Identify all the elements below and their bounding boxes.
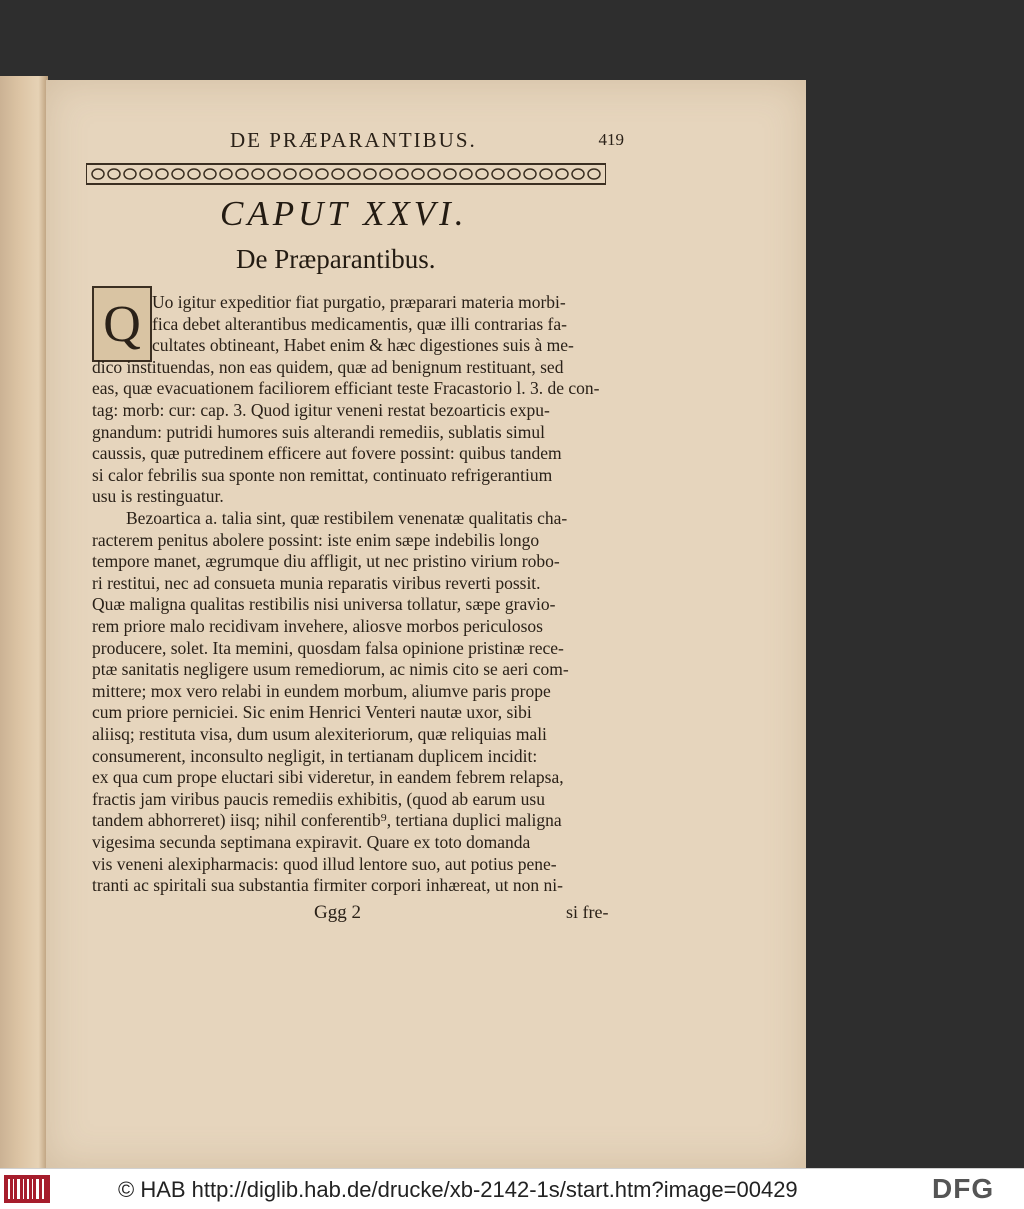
text-line: caussis, quæ putredinem efficere aut fovere possint: quibus tandem <box>92 443 562 464</box>
text-line: mittere; mox vero relabi in eundem morbum, aliumve paris prope <box>92 680 551 701</box>
book-page <box>46 80 806 1168</box>
running-head: DE PRÆPARANTIBUS. <box>230 128 477 152</box>
left-page-edge <box>0 76 48 1168</box>
text-line: eas, quæ evacuationem faciliorem efficiant teste Fracastorio l. 3. de con- <box>92 378 600 399</box>
copyright-link[interactable]: © HAB http://diglib.hab.de/drucke/xb-2142-1s/start.htm?image=00429 <box>118 1177 798 1202</box>
text-line: dico instituendas, non eas quidem, quæ ad benignum restituant, sed <box>92 356 564 377</box>
text-line: Uo igitur expeditior fiat purgatio, præparari materia morbi- <box>152 292 566 312</box>
text-line: racterem penitus abolere possint: iste enim sæpe indebilis longo <box>92 529 540 550</box>
catchword: si fre- <box>566 902 609 922</box>
text-line: si calor febrilis sua sponte non remittat, continuato refrigerantium <box>92 464 553 485</box>
page-content <box>46 80 806 1168</box>
text-line: usu is restinguatur. <box>92 486 224 507</box>
text-line: vigesima secunda septimana expiravit. Quare ex toto domanda <box>92 832 531 852</box>
text-line: tempore manet, ægrumque diu affligit, ut nec pristino virium robo- <box>92 551 560 572</box>
text-line: producere, solet. Ita memini, quosdam falsa opinione pristinæ rece- <box>92 637 564 658</box>
text-line: rem priore malo recidivam invehere, aliosve morbos periculosos <box>92 616 543 636</box>
text-line: Quæ maligna qualitas restibilis nisi universa tollatur, sæpe gravio- <box>92 594 556 615</box>
section-title: De Præparantibus. <box>236 244 436 274</box>
dfg-logo: DFG <box>932 1173 995 1204</box>
chapter-title: CAPUT XXVI. <box>220 194 468 233</box>
drop-cap-initial: Q <box>92 286 152 362</box>
text-line: cum priore perniciei. Sic enim Henrici Venteri nautæ uxor, sibi <box>92 702 532 723</box>
page-number: 419 <box>598 130 624 149</box>
text-line: ptæ sanitatis negligere usum remediorum, ac nimis cito se aeri com- <box>92 659 569 680</box>
text-line: aliisq; restituta visa, dum usum alexiteriorum, quæ reliquias mali <box>92 724 547 744</box>
text-line: consumerent, inconsulto negligit, in tertianam duplicem incidit: <box>92 745 538 766</box>
text-line: fica debet alterantibus medicamentis, quæ illi contrarias fa- <box>152 313 567 334</box>
text-line: ri restitui, nec ad consueta munia reparatis viribus reverti possit. <box>92 572 541 593</box>
text-line: tranti ac spiritali sua substantia firmiter corpori inhæreat, ut non ni- <box>92 875 563 896</box>
text-line: tandem abhorreret) iisq; nihil conferentib⁹, tertiana duplici maligna <box>92 810 562 831</box>
text-line: ex qua cum prope eluctari sibi videretur, in eandem febrem relapsa, <box>92 767 564 788</box>
text-line: tag: morb: cur: cap. 3. Quod igitur veneni restat bezoarticis expu- <box>92 400 550 420</box>
printer-signature: Ggg 2 <box>314 902 361 923</box>
text-line: vis veneni alexipharmacis: quod illud lentore suo, aut potius pene- <box>92 853 557 874</box>
text-line: Bezoartica a. talia sint, quæ restibilem venenatæ qualitatis cha- <box>126 508 568 528</box>
text-line: fractis jam viribus paucis remediis exhibitis, (quod ab earum usu <box>92 788 545 809</box>
ornament-band <box>86 162 606 186</box>
text-line: gnandum: putridi humores suis alterandi remediis, sublatis simul <box>92 421 546 442</box>
hab-barcode-logo-icon <box>4 1175 50 1203</box>
footer-bar <box>0 1168 1024 1209</box>
text-line: cultates obtineant, Habet enim & hæc digestiones suis à me- <box>152 335 574 356</box>
